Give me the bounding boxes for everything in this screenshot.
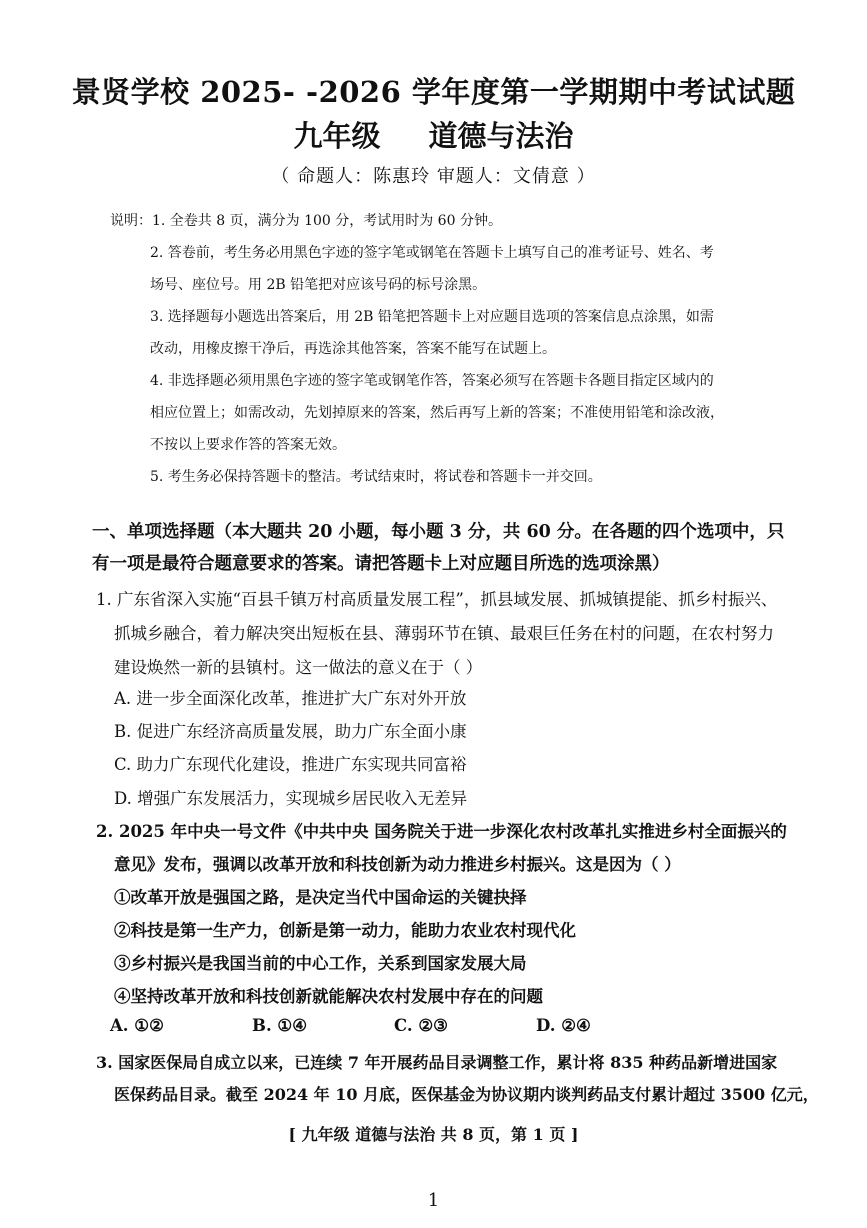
instruction-line: 4. 非选择题必须用黑色字迹的签字笔或钢笔作答，答案必须写在答题卡各题目指定区域内的 [150, 373, 714, 389]
question-2-statement-4: ④坚持改革开放和科技创新就能解决农村发展中存在的问题 [114, 987, 543, 1006]
question-1-stem: 建设焕然一新的县镇村。这一做法的意义在于（ ） [114, 658, 483, 677]
instruction-line: 改动，用橡皮擦干净后，再选涂其他答案，答案不能写在试题上。 [150, 341, 556, 357]
question-3-stem: 3. 国家医保局自成立以来，已连续 7 年开展药品目录调整工作，累计将 835 种药品新增进国家 [96, 1053, 778, 1072]
page-number: 1 [427, 1190, 440, 1211]
section-heading-cont: 有一项是最符合题意要求的答案。请把答题卡上对应题目所选的选项涂黑） [92, 554, 670, 574]
grade-subject-line [0, 114, 867, 155]
question-2-stem: 意见》发布，强调以改革开放和科技创新为动力推进乡村振兴。这是因为（ ） [114, 855, 681, 874]
grade-label: 九年级 [293, 119, 381, 153]
question-2-stem: 2. 2025 年中央一号文件《中共中央 国务院关于进一步深化农村改革扎实推进乡村全面振兴的 [96, 822, 787, 841]
question-1-option-a: A. 进一步全面深化改革，推进扩大广东对外开放 [114, 689, 467, 708]
instruction-line: 2. 答卷前，考生务必用黑色字迹的签字笔或钢笔在答题卡上填写自己的准考证号、姓名、考 [150, 245, 714, 261]
subject-label: 道德与法治 [428, 119, 574, 153]
instruction-line: 3. 选择题每小题选出答案后，用 2B 铅笔把答题卡上对应题目选项的答案信息点涂黑，如需 [150, 309, 714, 325]
exam-title: 景贤学校 2025- -2026 学年度第一学期期中考试试题 [71, 75, 796, 109]
section-heading: 一、单项选择题（本大题共 20 小题，每小题 3 分，共 60 分。在各题的四个选项中，只 [92, 522, 785, 542]
instruction-line: 不按以上要求作答的答案无效。 [150, 437, 346, 453]
question-1-stem: 抓城乡融合，着力解决突出短板在县、薄弱环节在镇、最艰巨任务在村的问题，在农村努力 [114, 624, 774, 643]
page-footer: [ 九年级 道德与法治 共 8 页，第 1 页 ] [288, 1125, 579, 1144]
question-1-option-d: D. 增强广东发展活力，实现城乡居民收入无差异 [114, 789, 468, 808]
question-1-option-c: C. 助力广东现代化建设，推进广东实现共同富裕 [114, 755, 467, 774]
instruction-line: 相应位置上；如需改动，先划掉原来的答案，然后再写上新的答案；不准使用铅笔和涂改液， [150, 405, 724, 421]
question-2-option-d: D. ②④ [536, 1016, 591, 1035]
question-2-statement-3: ③乡村振兴是我国当前的中心工作，关系到国家发展大局 [114, 954, 527, 973]
question-2-option-c: C. ②③ [394, 1016, 448, 1035]
question-1-stem: 1. 广东省深入实施“百县千镇万村高质量发展工程”，抓县域发展、抓城镇提能、抓乡村振兴、 [96, 590, 778, 609]
question-2-statement-1: ①改革开放是强国之路，是决定当代中国命运的关键抉择 [114, 888, 527, 907]
instruction-line: 场号、座位号。用 2B 铅笔把对应该号码的标号涂黑。 [150, 277, 487, 293]
question-2-option-a: A. ①② [110, 1016, 164, 1035]
question-3-stem: 医保药品目录。截至 2024 年 10 月底，医保基金为协议期内谈判药品支付累计超过 3500 亿元， [114, 1085, 819, 1104]
authors-line: （ 命题人：陈惠玲 审题人：文倩意 ） [271, 166, 596, 187]
question-2-statement-2: ②科技是第一生产力，创新是第一动力，能助力农业农村现代化 [114, 921, 576, 940]
instruction-line: 说明：1. 全卷共 8 页，满分为 100 分，考试用时为 60 分钟。 [110, 213, 502, 229]
question-1-option-b: B. 促进广东经济高质量发展，助力广东全面小康 [114, 722, 467, 741]
question-2-option-b: B. ①④ [252, 1016, 308, 1035]
instruction-line: 5. 考生务必保持答题卡的整洁。考试结束时，将试卷和答题卡一并交回。 [150, 469, 602, 485]
